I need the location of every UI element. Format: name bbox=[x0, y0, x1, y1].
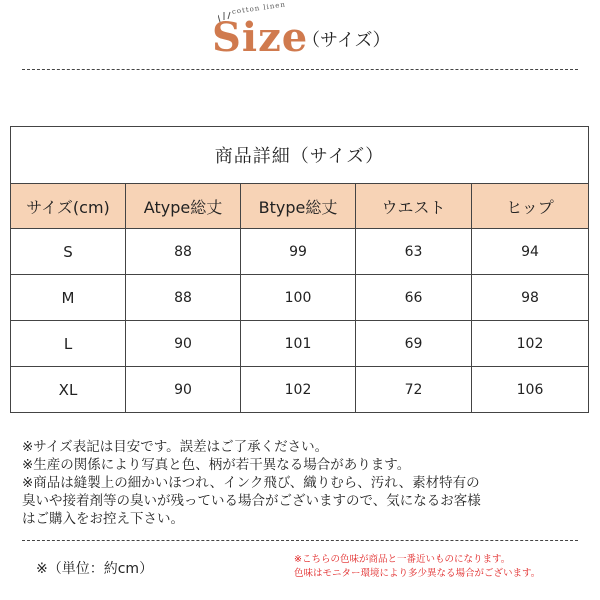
color-disclaimer bbox=[294, 553, 540, 581]
table-header-row bbox=[11, 184, 589, 229]
cell-size: XL bbox=[11, 367, 126, 413]
table-row bbox=[11, 229, 589, 275]
cell-btype: 101 bbox=[241, 321, 356, 367]
note-line: はご購入をお控え下さい。 bbox=[22, 511, 184, 527]
note-line: ※サイズ表記は目安です。誤差はご了承ください。 bbox=[22, 439, 329, 455]
cell-size: M bbox=[11, 275, 126, 321]
notes bbox=[22, 438, 582, 528]
column-header-btype: Btype総丈 bbox=[241, 184, 356, 229]
table-row bbox=[11, 321, 589, 367]
divider-bottom bbox=[22, 540, 578, 541]
cell-size: S bbox=[11, 229, 126, 275]
unit-note: ※（単位：約cm） bbox=[36, 561, 154, 577]
cell-size: L bbox=[11, 321, 126, 367]
cell-hip: 98 bbox=[472, 275, 589, 321]
table-row bbox=[11, 275, 589, 321]
cell-btype: 99 bbox=[241, 229, 356, 275]
cell-hip: 94 bbox=[472, 229, 589, 275]
cell-atype: 90 bbox=[126, 367, 241, 413]
column-header-size: サイズ(cm) bbox=[11, 184, 126, 229]
logo-title: Size bbox=[212, 14, 309, 61]
cell-hip: 102 bbox=[472, 321, 589, 367]
cell-btype: 100 bbox=[241, 275, 356, 321]
cell-waist: 69 bbox=[356, 321, 472, 367]
note-line: ※生産の関係により写真と色、柄が若干異なる場合があります。 bbox=[22, 457, 411, 473]
note-line: 臭いや接着剤等の臭いが残っている場合がございますので、気になるお客様 bbox=[22, 493, 481, 509]
logo-kana: （サイズ） bbox=[302, 30, 391, 51]
divider-top bbox=[22, 69, 578, 70]
table-row bbox=[11, 367, 589, 413]
cell-waist: 63 bbox=[356, 229, 472, 275]
cell-atype: 88 bbox=[126, 229, 241, 275]
disclaimer-line: ※こちらの色味が商品と一番近いものになります。 bbox=[294, 554, 511, 565]
cell-atype: 88 bbox=[126, 275, 241, 321]
size-table bbox=[10, 126, 589, 413]
cell-waist: 72 bbox=[356, 367, 472, 413]
cell-waist: 66 bbox=[356, 275, 472, 321]
header bbox=[0, 0, 600, 70]
column-header-atype: Atype総丈 bbox=[126, 184, 241, 229]
note-line: ※商品は縫製上の細かいほつれ、インク飛び、織りむら、汚れ、素材特有の bbox=[22, 475, 480, 491]
column-header-waist: ウエスト bbox=[356, 184, 472, 229]
logo-subtitle: cotton linen bbox=[231, 0, 287, 16]
cell-btype: 102 bbox=[241, 367, 356, 413]
disclaimer-line: 色味はモニター環境により多少異なる場合がございます。 bbox=[294, 568, 541, 579]
cell-atype: 90 bbox=[126, 321, 241, 367]
column-header-hip: ヒップ bbox=[472, 184, 589, 229]
table-title: 商品詳細（サイズ） bbox=[11, 127, 589, 184]
cell-hip: 106 bbox=[472, 367, 589, 413]
